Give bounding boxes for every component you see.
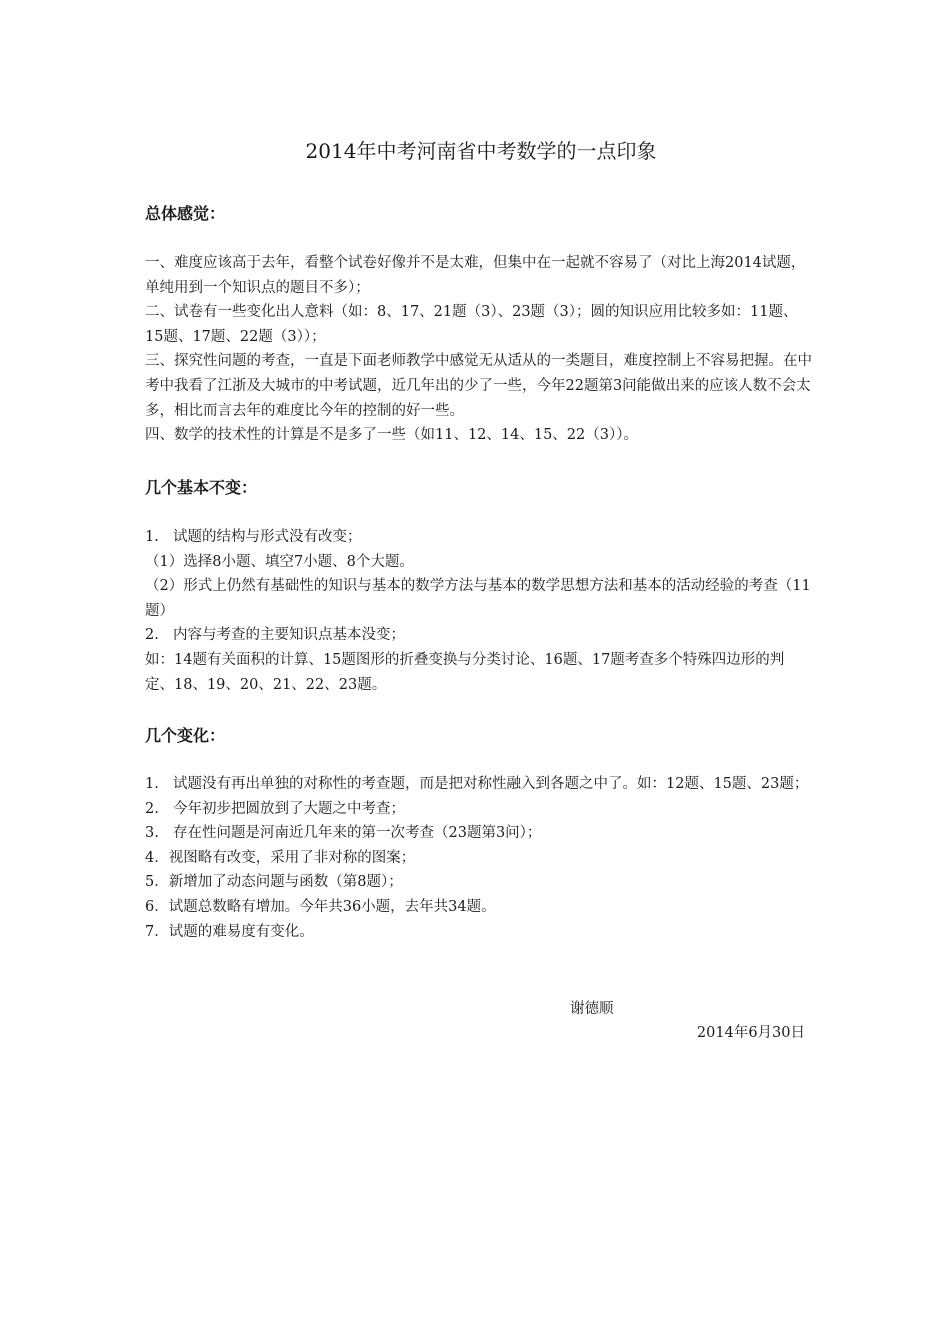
author-name: 谢德顺: [570, 1001, 614, 1017]
section-overall-body: [145, 251, 813, 448]
item-number: 7．: [145, 923, 169, 940]
changes-item: [145, 772, 813, 797]
item-number: 5．: [145, 874, 169, 891]
item-text: 今年初步把圆放到了大题之中考查；: [173, 800, 405, 817]
item-text: 试题总数略有增加。今年共36小题，去年共34题。: [168, 898, 496, 915]
item-number: 3.: [145, 825, 159, 842]
changes-item: [145, 870, 813, 895]
item-text: 试题的难易度有变化。: [168, 923, 314, 940]
changes-item: [145, 846, 813, 871]
item-text: 内容与考查的主要知识点基本没变；: [173, 627, 405, 644]
changes-item: [145, 895, 813, 920]
document-date: 2014年6月30日: [696, 1025, 805, 1041]
item-text: 新增加了动态问题与函数（第8题）；: [168, 874, 403, 891]
section-heading-changes: 几个变化：: [145, 726, 226, 745]
changes-item: [145, 920, 813, 945]
item-number: 1.: [145, 529, 159, 545]
item-text: 存在性问题是河南近几年来的第一次考查（23题第3问）；: [173, 825, 542, 842]
item-number: 2.: [145, 627, 159, 644]
section-heading-unchanged: 几个基本不变：: [145, 478, 258, 497]
unchanged-item-1: [145, 525, 813, 550]
section-unchanged-body: [145, 525, 813, 697]
unchanged-sub-2: （2）形式上仍然有基础性的知识与基本的数学方法与基本的数学思想方法和基本的活动经验的考查（11题）: [145, 578, 811, 619]
section-heading-overall: 总体感觉：: [145, 204, 226, 223]
item-text: 视图略有改变，采用了非对称的图案；: [168, 849, 416, 866]
section-changes-body: [145, 772, 813, 944]
item-number: 6．: [145, 898, 169, 915]
changes-item: [145, 821, 813, 846]
item-text: 试题没有再出单独的对称性的考查题，而是把对称性融入到各题之中了。如：12题、15题、23题；: [173, 776, 809, 792]
item-number: 1.: [145, 776, 159, 792]
item-number: 2.: [145, 800, 159, 817]
unchanged-sub-1: （1）选择8小题、填空7小题、8个大题。: [145, 553, 414, 570]
unchanged-item-2: [145, 623, 813, 648]
item-number: 4．: [145, 849, 169, 866]
page-title: 2014年中考河南省中考数学的一点印象: [305, 139, 657, 163]
unchanged-example: 如：14题有关面积的计算、15题图形的折叠变换与分类讨论、16题、17题考查多个特殊四边形的判定、18、19、20、21、22、23题。: [145, 651, 785, 693]
item-text: 试题的结构与形式没有改变；: [173, 529, 362, 545]
overall-paragraph-2: 二、试卷有一些变化出人意料（如：8、17、21题（3）、23题（3）；圆的知识应用比较多如：11题、15题、17题、22题（3））；: [145, 304, 798, 345]
changes-item: [145, 797, 813, 822]
overall-paragraph-3: 三、探究性问题的考查，一直是下面老师教学中感觉无从适从的一类题目，难度控制上不容易把握。在中考中我看了江浙及大城市的中考试题，近几年出的少了一些，今年22题第3问能做出来的应该人数不会太多，相比而言去年的难度比今年的控制的好一些。: [145, 353, 812, 419]
overall-paragraph-1: 一、难度应该高于去年，看整个试卷好像并不是太难，但集中在一起就不容易了（对比上海2014试题，单纯用到一个知识点的题目不多）；: [145, 255, 806, 296]
overall-paragraph-4: 四、数学的技术性的计算是不是多了一些（如11、12、14、15、22（3））。: [145, 427, 638, 444]
